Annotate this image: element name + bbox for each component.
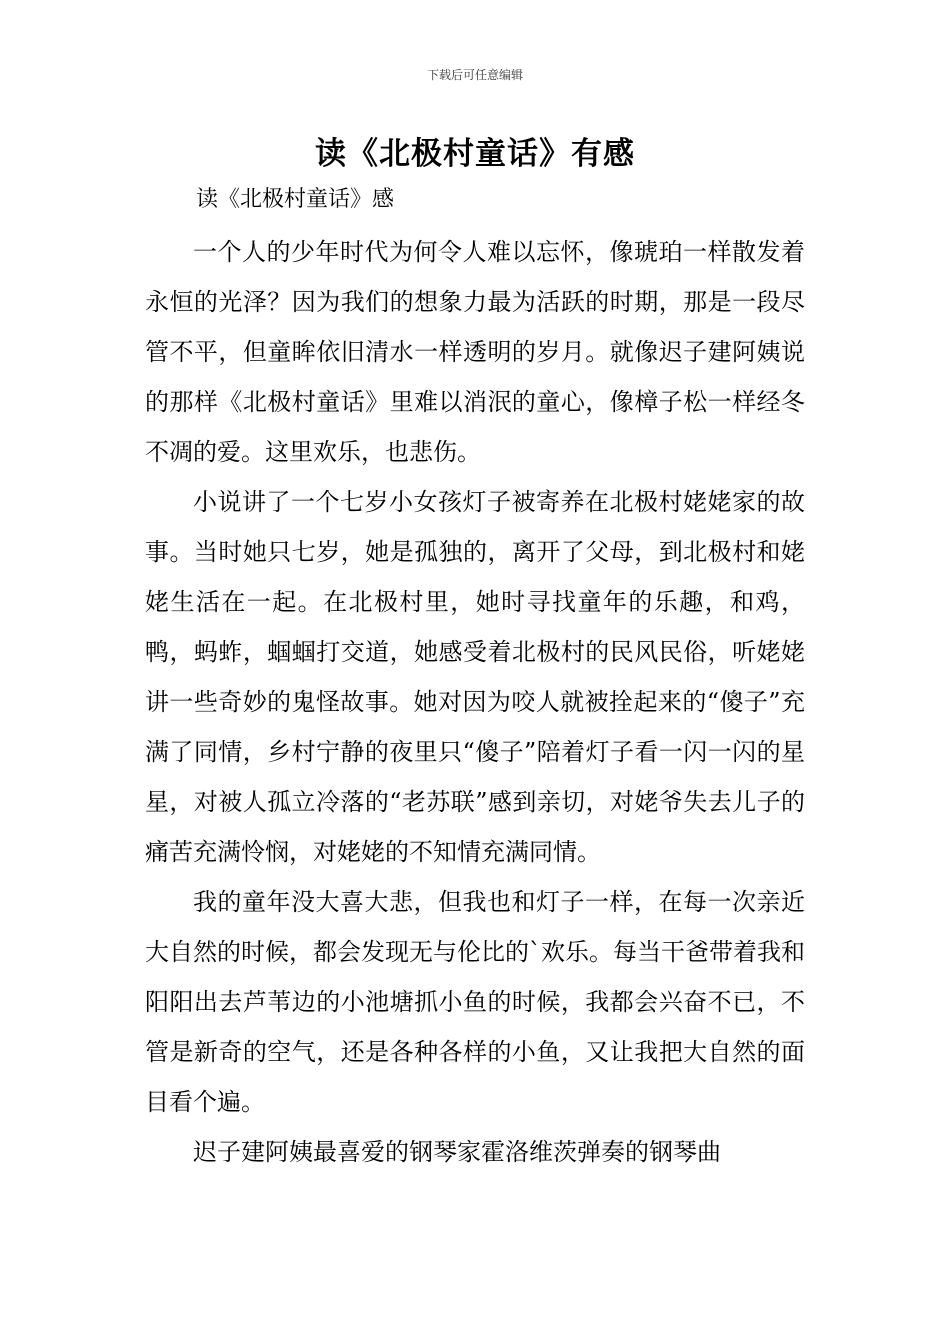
document-subtitle: 读《北极村童话》感 — [196, 187, 395, 212]
document-body — [145, 227, 805, 1177]
paragraph: 我的童年没大喜大悲，但我也和灯子一样，在每一次亲近大自然的时候，都会发现无与伦比的`欢乐。每当干爸带着我和阳阳出去芦苇边的小池塘抓小鱼的时候，我都会兴奋不已，不管是新奇的空气，还是各种各样的小鱼，又让我把大自然的面目看个遍。 — [145, 888, 805, 1116]
document-title: 读《北极村童话》有感 — [315, 136, 635, 172]
paragraph: 迟子建阿姨最喜爱的钢琴家霍洛维茨弹奏的钢琴曲 — [193, 1138, 721, 1166]
paragraph: 小说讲了一个七岁小女孩灯子被寄养在北极村姥姥家的故事。当时她只七岁，她是孤独的，离开了父母，到北极村和姥姥生活在一起。在北极村里，她时寻找童年的乐趣，和鸡，鸭，蚂蚱，蝈蝈打交道，她感受着北极村的民风民俗，听姥姥讲一些奇妙的鬼怪故事。她对因为咬人就被拴起来的“傻子”充满了同情，乡村宁静的夜里只“傻子”陪着灯子看一闪一闪的星星，对被人孤立冷落的“老苏联”感到亲切，对姥爷失去儿子的痛苦充满怜悯，对姥姥的不知情充满同情。 — [145, 488, 805, 866]
header-note: 下载后可任意编辑 — [426, 68, 523, 82]
paragraph: 一个人的少年时代为何令人难以忘怀，像琥珀一样散发着永恒的光泽？因为我们的想象力最为活跃的时期，那是一段尽管不平，但童眸依旧清水一样透明的岁月。就像迟子建阿姨说的那样《北极村童话》里难以消泯的童心，像樟子松一样经冬不凋的爱。这里欢乐，也悲伤。 — [145, 238, 805, 466]
